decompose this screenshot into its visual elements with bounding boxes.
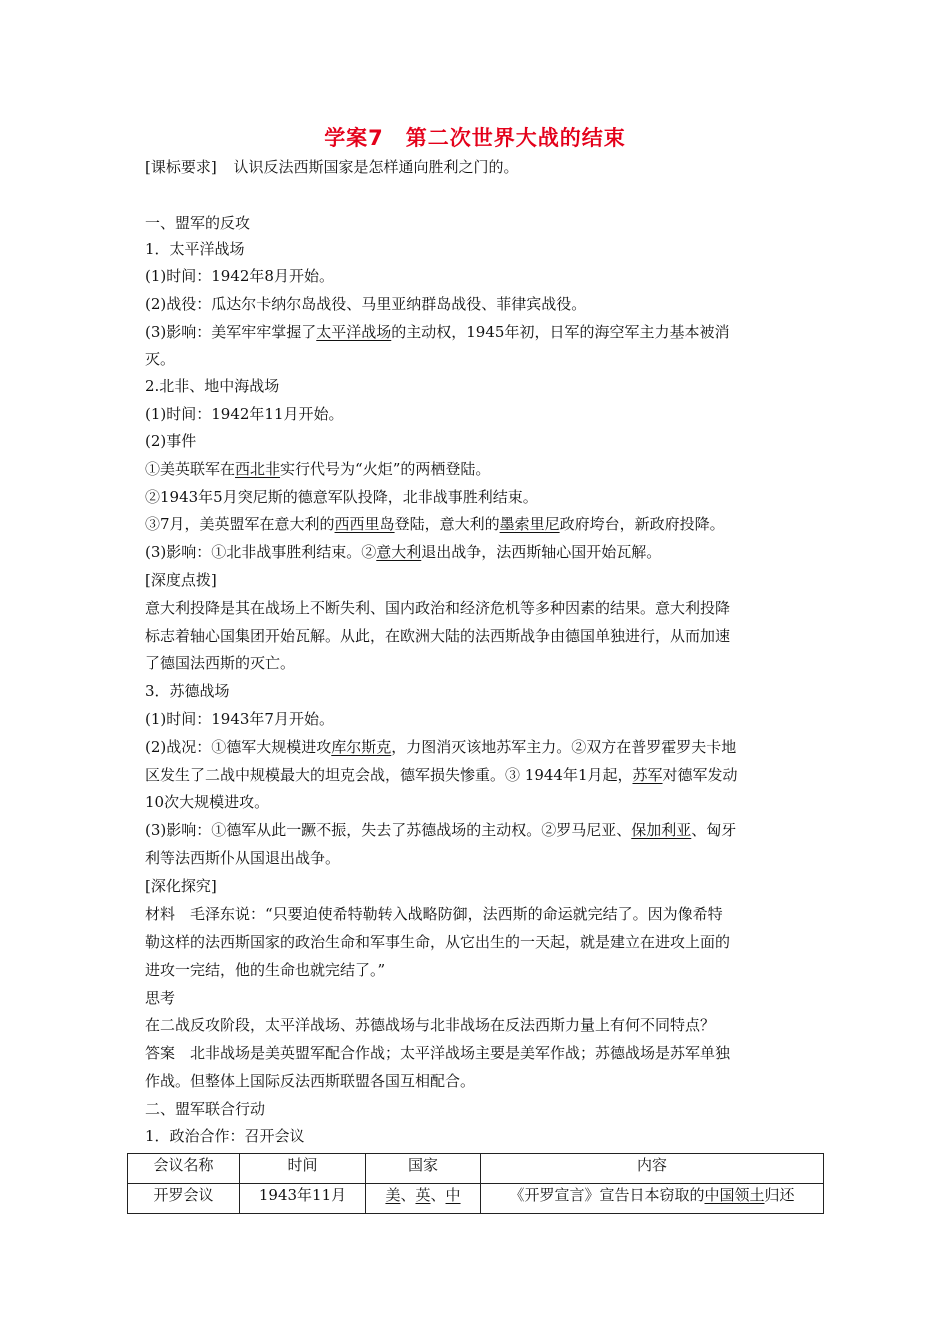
underlined-term: 美	[385, 1186, 401, 1204]
header-cell: 时间	[240, 1154, 366, 1184]
underlined-term: 中国领土	[704, 1186, 765, 1204]
event-3	[145, 512, 825, 536]
event-1	[145, 457, 825, 481]
answer-line-2: 作战。但整体上国际反法西斯联盟各国互相配合。	[145, 1072, 476, 1090]
pacific-impact	[145, 320, 825, 344]
requirement-label: [课标要求]	[145, 158, 217, 176]
eastern-front-heading: 3．苏德战场	[145, 682, 230, 700]
table-row	[128, 1184, 824, 1214]
deep-insight-line-2: 标志着轴心国集团开始瓦解。从此，在欧洲大陆的法西斯战争由德国单独进行，从而加速	[145, 627, 731, 645]
text-segment: ①美英联军在	[145, 460, 236, 478]
requirement-text: 认识反法西斯国家是怎样通向胜利之门的。	[233, 158, 519, 176]
section-1-heading: 一、盟军的反攻	[145, 214, 251, 232]
text-segment: (3)影响：①北非战事胜利结束。②	[145, 543, 377, 561]
think-label: 思考	[145, 989, 176, 1007]
answer-line-1: 答案 北非战场是美英盟军配合作战；太平洋战场主要是美军作战；苏德战场是苏军单独	[145, 1044, 731, 1062]
material-line-1: 材料 毛泽东说：“只要迫使希特勒转入战略防御，法西斯的命运就完结了。因为像希特	[145, 905, 723, 923]
deep-insight-line-3: 了德国法西斯的灭亡。	[145, 654, 296, 672]
north-africa-events: (2)事件	[145, 432, 197, 450]
eastern-front-situation	[145, 735, 825, 759]
text-segment: 登陆，意大利的	[394, 515, 500, 533]
text-segment: ，力图消灭该地苏军主力。②双方在普罗霍罗夫卡地	[391, 738, 737, 756]
pacific-impact-cont: 灭。	[145, 350, 176, 368]
underlined-term: 苏军	[632, 766, 663, 784]
pacific-battles: (2)战役：瓜达尔卡纳尔岛战役、马里亚纳群岛战役、菲律宾战役。	[145, 295, 587, 313]
text-segment: 对德军发动	[662, 766, 738, 784]
header-cell: 会议名称	[128, 1154, 240, 1184]
text-segment: 、	[400, 1186, 416, 1204]
text-segment: 、	[430, 1186, 446, 1204]
text-segment: 归还	[764, 1186, 795, 1204]
table-cell: 开罗会议	[128, 1184, 240, 1214]
text-segment: (3)影响：①德军从此一蹶不振，失去了苏德战场的主动权。②罗马尼亚、	[145, 821, 632, 839]
material-line-3: 进攻一完结，他的生命也就完结了。”	[145, 961, 386, 979]
underlined-term: 西北非	[235, 460, 281, 478]
underlined-term: 墨索里尼	[499, 515, 560, 533]
underlined-term: 保加利亚	[631, 821, 692, 839]
underlined-term: 库尔斯克	[331, 738, 392, 756]
page-title: 学案7 第二次世界大战的结束	[324, 126, 626, 150]
material-line-2: 勒这样的法西斯国家的政治生命和军事生命，从它出生的一天起，就是建立在进攻上面的	[145, 933, 731, 951]
deep-insight-label: [深度点拨]	[145, 571, 217, 589]
eastern-front-impact-cont: 利等法西斯仆从国退出战争。	[145, 849, 341, 867]
deep-insight-line-1: 意大利投降是其在战场上不断失利、国内政治和经济危机等多种因素的结果。意大利投降	[145, 599, 731, 617]
text-segment: 退出战争，法西斯轴心国开始瓦解。	[421, 543, 662, 561]
section-2-heading: 二、盟军联合行动	[145, 1100, 266, 1118]
underlined-term: 西西里岛	[334, 515, 395, 533]
eastern-front-situation-cont	[145, 763, 825, 787]
table-cell: 1943年11月	[240, 1184, 366, 1214]
text-segment: 的主动权，1945年初，日军的海空军主力基本被消	[391, 323, 730, 341]
text-segment: 《开罗宣言》宣告日本窃取的	[509, 1186, 705, 1204]
underlined-term: 英	[415, 1186, 431, 1204]
header-cell: 内容	[481, 1154, 824, 1184]
question-text: 在二战反攻阶段，太平洋战场、苏德战场与北非战场在反法西斯力量上有何不同特点？	[145, 1016, 716, 1034]
underlined-term: 太平洋战场	[316, 323, 392, 341]
table-cell	[481, 1184, 824, 1214]
text-segment: 区发生了二战中规模最大的坦克会战，德军损失惨重。③ 1944年1月起，	[145, 766, 633, 784]
event-2: ②1943年5月突尼斯的德意军队投降，北非战事胜利结束。	[145, 488, 538, 506]
table-header-row	[128, 1154, 824, 1184]
header-cell: 国家	[366, 1154, 481, 1184]
underlined-term: 意大利	[376, 543, 422, 561]
conference-table	[127, 1153, 824, 1214]
north-africa-impact	[145, 540, 825, 564]
political-cooperation-heading: 1．政治合作：召开会议	[145, 1127, 305, 1145]
pacific-time: (1)时间：1942年8月开始。	[145, 267, 334, 285]
text-segment: (2)战况：①德军大规模进攻	[145, 738, 332, 756]
eastern-front-time: (1)时间：1943年7月开始。	[145, 710, 334, 728]
text-segment: 、匈牙	[691, 821, 737, 839]
eastern-front-impact	[145, 818, 825, 842]
text-segment: ③7月，美英盟军在意大利的	[145, 515, 335, 533]
text-segment: (3)影响：美军牢牢掌握了	[145, 323, 317, 341]
eastern-front-situation-end: 10次大规模进攻。	[145, 793, 270, 811]
course-requirement	[145, 155, 825, 179]
underlined-term: 中	[445, 1186, 461, 1204]
north-africa-time: (1)时间：1942年11月开始。	[145, 405, 344, 423]
table-cell	[366, 1184, 481, 1214]
text-segment: 政府垮台，新政府投降。	[559, 515, 725, 533]
north-africa-heading: 2.北非、地中海战场	[145, 377, 280, 395]
pacific-heading: 1．太平洋战场	[145, 240, 245, 258]
text-segment: 实行代号为“火炬”的两栖登陆。	[280, 460, 491, 478]
explore-label: [深化探究]	[145, 877, 217, 895]
